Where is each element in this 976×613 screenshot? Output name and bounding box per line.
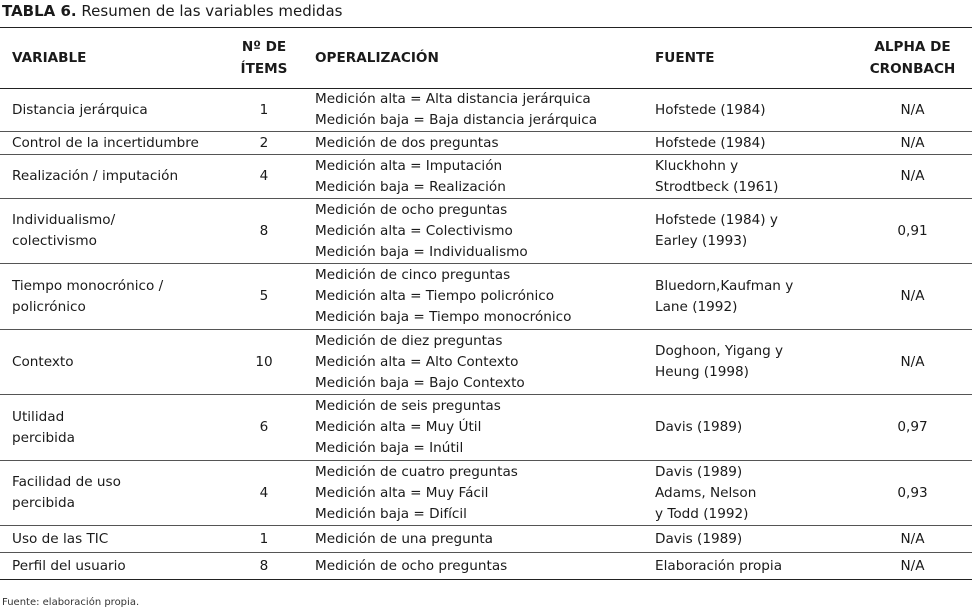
cell-line: Medición baja = Tiempo monocrónico	[315, 309, 572, 325]
cell-line: Medición baja = Individualismo	[315, 243, 528, 260]
variable-cell	[0, 461, 225, 526]
cell-line: Bluedorn,Kaufman y	[655, 277, 794, 294]
table-row	[0, 553, 972, 580]
variable-cell	[0, 395, 225, 461]
operalizacion-cell	[303, 461, 643, 526]
cell-line: Medición baja = Baja distancia jerárquica	[315, 112, 598, 128]
cell-line: Elaboración propia	[655, 557, 783, 574]
cell-line: Uso de las TIC	[12, 530, 109, 547]
cell-line: Facilidad de uso	[12, 474, 121, 490]
cell-line: Medición alta = Imputación	[315, 157, 503, 174]
header-row	[0, 28, 972, 89]
alpha-cell: N/A	[853, 264, 972, 330]
cell-line: percibida	[12, 495, 75, 511]
cell-line: Perfil del usuario	[12, 557, 126, 574]
items-cell: 6	[225, 395, 303, 461]
operalizacion-cell	[303, 155, 643, 199]
alpha-cell: N/A	[853, 330, 972, 395]
variable-cell	[0, 132, 225, 155]
cell-line: Hofstede (1984)	[655, 101, 766, 118]
table-row	[0, 330, 972, 395]
cell-line: Medición alta = Alta distancia jerárquica	[315, 91, 591, 107]
variable-cell	[0, 264, 225, 330]
cell-line: Medición de diez preguntas	[315, 332, 503, 349]
operalizacion-cell	[303, 264, 643, 330]
cell-line: Distancia jerárquica	[12, 101, 148, 118]
variable-cell	[0, 89, 225, 132]
header-line: Nº DE	[241, 39, 287, 55]
variables-table	[0, 27, 972, 580]
operalizacion-cell	[303, 526, 643, 553]
cell-line: Medición de cinco preguntas	[315, 267, 511, 283]
fuente-cell	[643, 155, 853, 199]
cell-line: Control de la incertidumbre	[12, 134, 199, 151]
operalizacion-cell	[303, 330, 643, 395]
items-cell: 8	[225, 553, 303, 580]
cell-line: Contexto	[12, 353, 74, 370]
cell-line: Strodtbeck (1961)	[655, 178, 779, 195]
fuente-cell	[643, 553, 853, 580]
cell-line: Medición de ocho preguntas	[315, 557, 508, 574]
footnote: Fuente: elaboración propia.	[2, 597, 140, 608]
fuente-cell	[643, 395, 853, 461]
items-cell: 1	[225, 89, 303, 132]
cell-line: Medición de dos preguntas	[315, 134, 499, 151]
table-row	[0, 132, 972, 155]
table-row	[0, 461, 972, 526]
items-cell: 8	[225, 199, 303, 264]
cell-line: Davis (1989)	[655, 463, 743, 480]
alpha-cell: N/A	[853, 132, 972, 155]
items-cell: 10	[225, 330, 303, 395]
cell-line: Medición baja = Inútil	[315, 440, 464, 456]
table-caption	[2, 2, 342, 20]
table-row	[0, 199, 972, 264]
table-row	[0, 395, 972, 461]
header-operalizacion	[303, 28, 643, 89]
cell-line: Medición alta = Tiempo policrónico	[315, 288, 555, 304]
header-line: FUENTE	[655, 50, 715, 66]
header-line: ÍTEMS	[240, 61, 288, 77]
header-line: OPERALIZACIÓN	[315, 50, 439, 66]
table-row	[0, 264, 972, 330]
table-title: Resumen de las variables medidas	[81, 2, 343, 20]
cell-line: Adams, Nelson	[655, 484, 757, 501]
items-cell: 5	[225, 264, 303, 330]
cell-line: y Todd (1992)	[655, 505, 749, 522]
variable-cell	[0, 526, 225, 553]
cell-line: Utilidad	[12, 408, 65, 425]
variable-cell	[0, 553, 225, 580]
cell-line: Medición de cuatro preguntas	[315, 463, 518, 480]
table-row	[0, 155, 972, 199]
cell-line: Medición alta = Muy Fácil	[315, 484, 489, 501]
cell-line: Davis (1989)	[655, 530, 743, 547]
alpha-cell: N/A	[853, 155, 972, 199]
operalizacion-cell	[303, 395, 643, 461]
cell-line: percibida	[12, 429, 75, 446]
fuente-cell	[643, 89, 853, 132]
operalizacion-cell	[303, 89, 643, 132]
alpha-cell: N/A	[853, 89, 972, 132]
variable-cell	[0, 155, 225, 199]
cell-line: Medición baja = Difícil	[315, 505, 467, 522]
fuente-cell	[643, 461, 853, 526]
table-body	[0, 89, 972, 580]
cell-line: Medición de seis preguntas	[315, 398, 501, 414]
fuente-cell	[643, 264, 853, 330]
fuente-cell	[643, 526, 853, 553]
operalizacion-cell	[303, 553, 643, 580]
fuente-cell	[643, 199, 853, 264]
cell-line: Medición alta = Colectivismo	[315, 222, 513, 239]
alpha-cell: 0,91	[853, 199, 972, 264]
operalizacion-cell	[303, 132, 643, 155]
operalizacion-cell	[303, 199, 643, 264]
cell-line: Medición alta = Alto Contexto	[315, 353, 519, 370]
cell-line: Individualismo/	[12, 212, 116, 228]
header-fuente	[643, 28, 853, 89]
items-cell: 2	[225, 132, 303, 155]
cell-line: Medición de ocho preguntas	[315, 201, 508, 218]
header-alpha	[853, 28, 972, 89]
cell-line: Earley (1993)	[655, 233, 748, 249]
alpha-cell: 0,97	[853, 395, 972, 461]
cell-line: Lane (1992)	[655, 298, 738, 315]
cell-line: Tiempo monocrónico /	[12, 277, 164, 294]
alpha-cell: 0,93	[853, 461, 972, 526]
cell-line: Davis (1989)	[655, 419, 743, 435]
items-cell: 1	[225, 526, 303, 553]
cell-line: Hofstede (1984)	[655, 134, 766, 151]
cell-line: Doghoon, Yigang y	[655, 343, 784, 359]
cell-line: Kluckhohn y	[655, 157, 739, 174]
cell-line: Medición de una pregunta	[315, 530, 493, 547]
fuente-cell	[643, 330, 853, 395]
items-cell: 4	[225, 461, 303, 526]
table-row	[0, 526, 972, 553]
table-number: TABLA 6.	[2, 2, 77, 20]
alpha-cell: N/A	[853, 553, 972, 580]
cell-line: policrónico	[12, 298, 86, 315]
cell-line: Heung (1998)	[655, 364, 749, 380]
cell-line: Medición baja = Realización	[315, 178, 506, 195]
fuente-cell	[643, 132, 853, 155]
alpha-cell: N/A	[853, 526, 972, 553]
cell-line: Realización / imputación	[12, 168, 179, 184]
cell-line: Medición alta = Muy Útil	[315, 419, 482, 435]
header-variable	[0, 28, 225, 89]
header-line: ALPHA DE	[874, 39, 951, 55]
items-cell: 4	[225, 155, 303, 199]
header-line: VARIABLE	[12, 50, 87, 66]
cell-line: colectivismo	[12, 233, 97, 249]
variable-cell	[0, 199, 225, 264]
header-line: CRONBACH	[869, 61, 956, 77]
cell-line: Hofstede (1984) y	[655, 212, 778, 228]
header-items	[225, 28, 303, 89]
cell-line: Medición baja = Bajo Contexto	[315, 374, 525, 391]
variable-cell	[0, 330, 225, 395]
table-row	[0, 89, 972, 132]
